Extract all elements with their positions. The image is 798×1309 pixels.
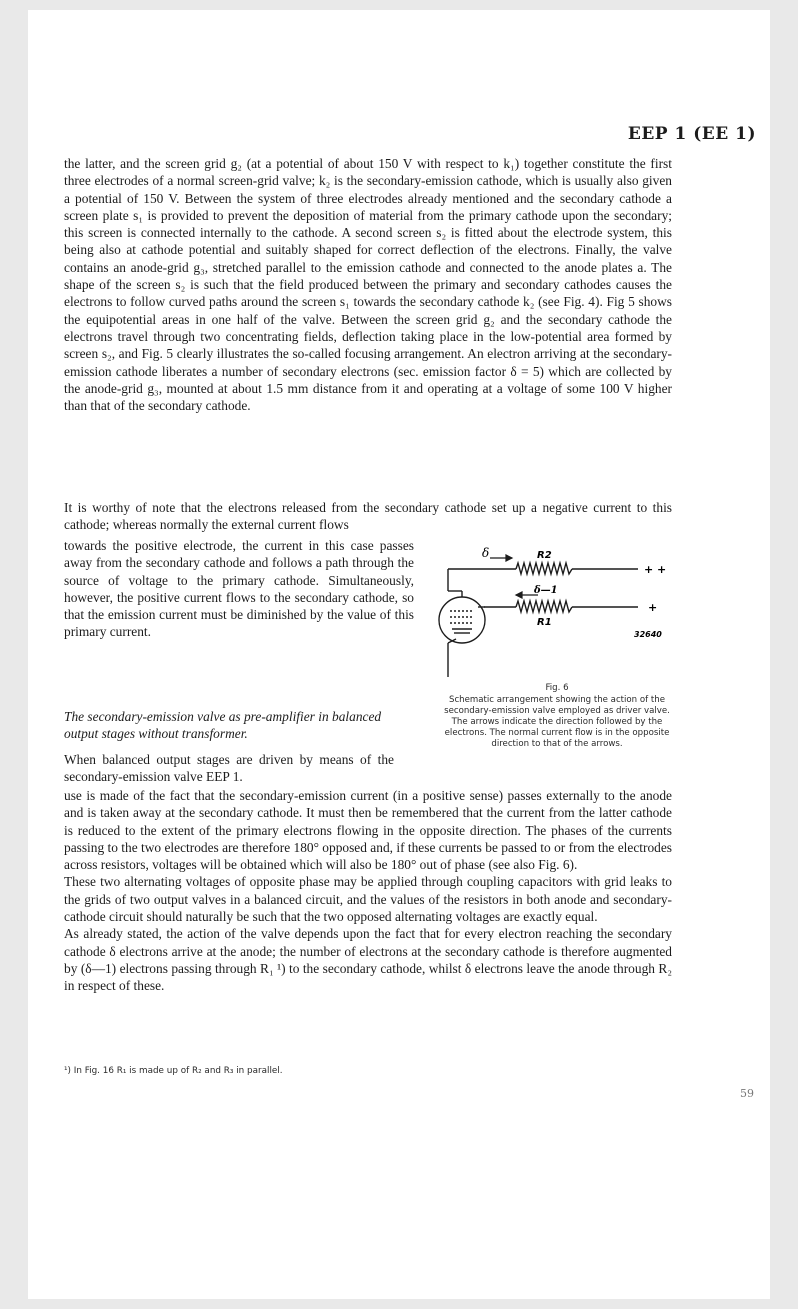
page-number: 59 [740, 1087, 754, 1100]
paragraph-electrodes [64, 155, 672, 414]
paragraph-text: the latter, and the screen grid g₂ (at a potential of about 150 V with respect to k₁) together constitute the first three electrodes of a normal screen-grid valve; k₂ is the secondary-emission cathode, which is usually also given a potential of 150 V. Between the system of three electrodes already mentioned and the secondary cathode a screen plate s₁ is provided to prevent the deposition of material from the primary cathode upon the secondary; this screen is connected internally to the cathode. A second screen s₂ is fitted about the electrode system, this being also at cathode potential and suitably shaped for correct deflection of the electrons. Finally, the valve contains an anode-grid g₃, stretched parallel to the emission cathode and connected to the anode plates a. The shape of the screen s₂ is such that the field produced between the primary and secondary cathodes causes the electrons to follow curved paths around the screen s₁ towards the secondary cathode k₂ (see Fig. 4). Fig 5 shows the equipotential areas in one half of the valve. Between the screen grid g₂ and the secondary cathode the electrons travel through two concentrating fields, deflection taking place in the low-potential area formed by screen s₂, and Fig. 5 clearly illustrates the so-called focusing arrangement. An electron arriving at the secondary-emission cathode liberates a number of secondary electrons (sec. emission factor δ = 5) which are collected by the anode-grid g₃, mounted at about 1.5 mm distance from it and operating at a voltage of some 100 V higher than that of the secondary cathode. [64, 156, 672, 414]
page-header-title: EEP 1 (EE 1) [627, 124, 756, 144]
figure-caption-text: Schematic arrangement showing the action of the secondary-emission valve employed as driver valve. The arrows indicate the direction followed by the electrons. The normal current flow is in the opposite direction to that of the arrows. [444, 695, 670, 749]
figure-6-circuit [412, 545, 674, 680]
paragraph-text: These two alternating voltages of opposite phase may be applied through coupling capacitors with grid leaks to the grids of two output valves in a balanced circuit, and the values of the resistors in both anode and secondary-cathode circuit should naturally be such that the two opposed alternating voltages are exactly equal. [64, 874, 672, 925]
figure-ref-number: 32640 [634, 630, 662, 639]
paragraph-balanced-output-intro [64, 751, 394, 786]
label-plus-plus: + + [644, 563, 667, 576]
paragraph-text: use is made of the fact that the secondary-emission current (in a positive sense) passes externally to the anode and is taken away at the secondary cathode. It must then be remembered that the current from the latter cathode is reduced to the extent of the primary electrons flowing in the opposite direction. The phases of the currents passing to the two electrodes are therefore 180° opposed and, if these currents be passed to or from the electrodes across resistors, voltages will be obtained which will also be 180° out of phase (see also Fig. 6). [64, 788, 672, 873]
paragraph-phase-body [64, 787, 672, 995]
paragraph-text: towards the positive electrode, the current in this case passes away from the secondary cathode and follows a path through the source of voltage to the primary cathode. Simultaneously, however, the positive current flows to the secondary cathode, so that the emission current must be diminished by the value of this primary current. [64, 538, 414, 640]
label-plus: + [648, 601, 658, 614]
section-heading-preamplifier: The secondary-emission valve as pre-amplifier in balanced output stages without transformer. [64, 709, 382, 741]
paragraph-text: When balanced output stages are driven by means of the secondary-emission valve EEP 1. [64, 752, 394, 785]
circuit-diagram [412, 545, 674, 680]
paragraph-text: As already stated, the action of the valve depends upon the fact that for every electron reaching the secondary cathode δ electrons arrive at the anode; the number of electrons at the secondary cathode is therefore augmented by (δ—1) electrons passing through R₁ ¹) to the secondary cathode, whilst δ electrons leave the anode through R₂ in respect of these. [64, 926, 672, 994]
label-r1: R1 [537, 617, 552, 628]
label-r2: R2 [537, 550, 552, 561]
figure-caption-label: Fig. 6 [545, 683, 569, 693]
paragraph-negative-current [64, 499, 672, 534]
paragraph-negative-current-cont [64, 537, 414, 641]
paragraph-text: It is worthy of note that the electrons released from the secondary cathode set up a negative current to this cathode; whereas normally the external current flows [64, 500, 672, 533]
footnote: ¹) In Fig. 16 R₁ is made up of R₂ and R₃ in parallel. [64, 1066, 283, 1076]
figure-6-caption [440, 683, 674, 750]
label-delta-minus-one: δ—1 [534, 585, 558, 596]
label-delta: δ [482, 546, 490, 560]
